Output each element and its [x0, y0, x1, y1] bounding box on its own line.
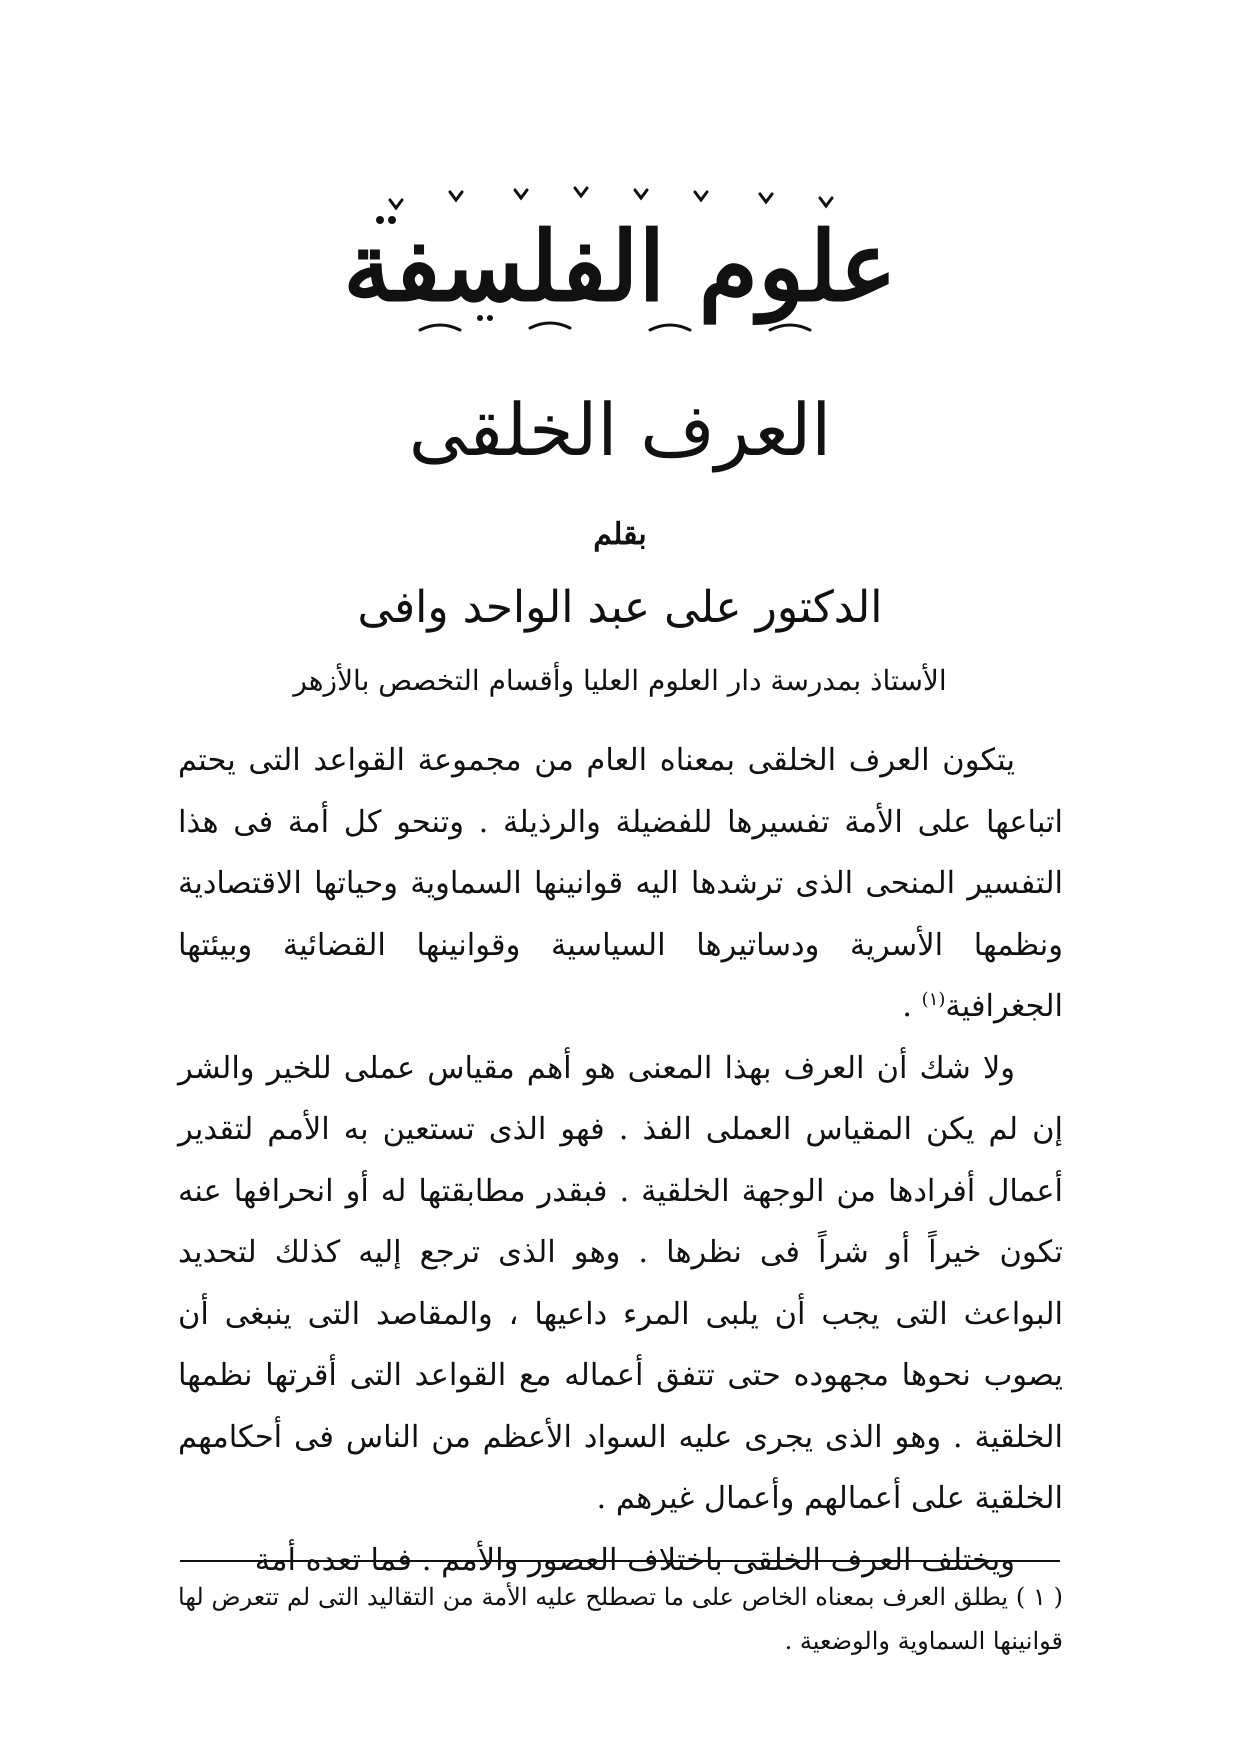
by-label: بقلم — [593, 517, 647, 552]
paragraph: ولا شك أن العرف بهذا المعنى هو أهم مقياس عملى للخير والشر إن لم يكن المقياس العملى الفذ . فهو الذى تستعين به الأمم لتقدير أعمال أفرادها من الوجهة الخلقية . فبقدر مطابقتها له أو انحرافها عنه تكون خيراً أو شراً فى نظرها . وهو الذى ترجع إليه كذلك لتحديد البواعث التى يجب أن يلبى المرء داعيها ، والمقاصد التى ينبغى أن يصوب نحوها مجهوده حتى تتفق أعماله مع القواعد التى أقرتها نظمها الخلقية . وهو الذى يجرى عليه السواد الأعظم من الناس فى أحكامهم الخلقية على أعمالهم وأعمال غيرهم . — [178, 1050, 1063, 1516]
footnote-divider — [180, 1560, 1060, 1562]
author-name: الدكتور على عبد الواحد وافى — [357, 582, 883, 633]
paragraph-1-end: . — [902, 989, 922, 1024]
footnote-text: ( ١ ) يطلق العرف بمعناه الخاص على ما تصطلح عليه الأمة من التقاليد التى لم تتعرض لها قوانينها السماوية والوضعية . — [178, 1583, 1063, 1655]
series-title-text: علوم الفلسفة — [343, 210, 897, 323]
footnote-reference: (١) — [921, 988, 946, 1010]
paragraph-1-text: يتكون العرف الخلقى بمعناه العام من مجموعة القواعد التى يحتم اتباعها على الأمة تفسيرها للفضيلة والرذيلة . وتنحو كل أمة فى هذا التفسير المنحى الذى ترشدها اليه قوانينها السماوية وحياتها الاقتصادية ونظمها الأسرية ودساتيرها السياسية وقوانينها القضائية وبيئتها الجغرافية — [178, 743, 1063, 1024]
paragraph: ويختلف العرف الخلقى باختلاف العصور والأمم . فما تعده أمة — [254, 1542, 1015, 1578]
paragraph — [178, 730, 1063, 1038]
body-text — [178, 730, 1063, 1591]
author-title: الأستاذ بمدرسة دار العلوم العليا وأقسام التخصص بالأزهر — [293, 664, 947, 697]
book-title: العرف الخلقى — [408, 388, 832, 472]
series-title — [320, 180, 920, 350]
footnote — [178, 1575, 1063, 1663]
